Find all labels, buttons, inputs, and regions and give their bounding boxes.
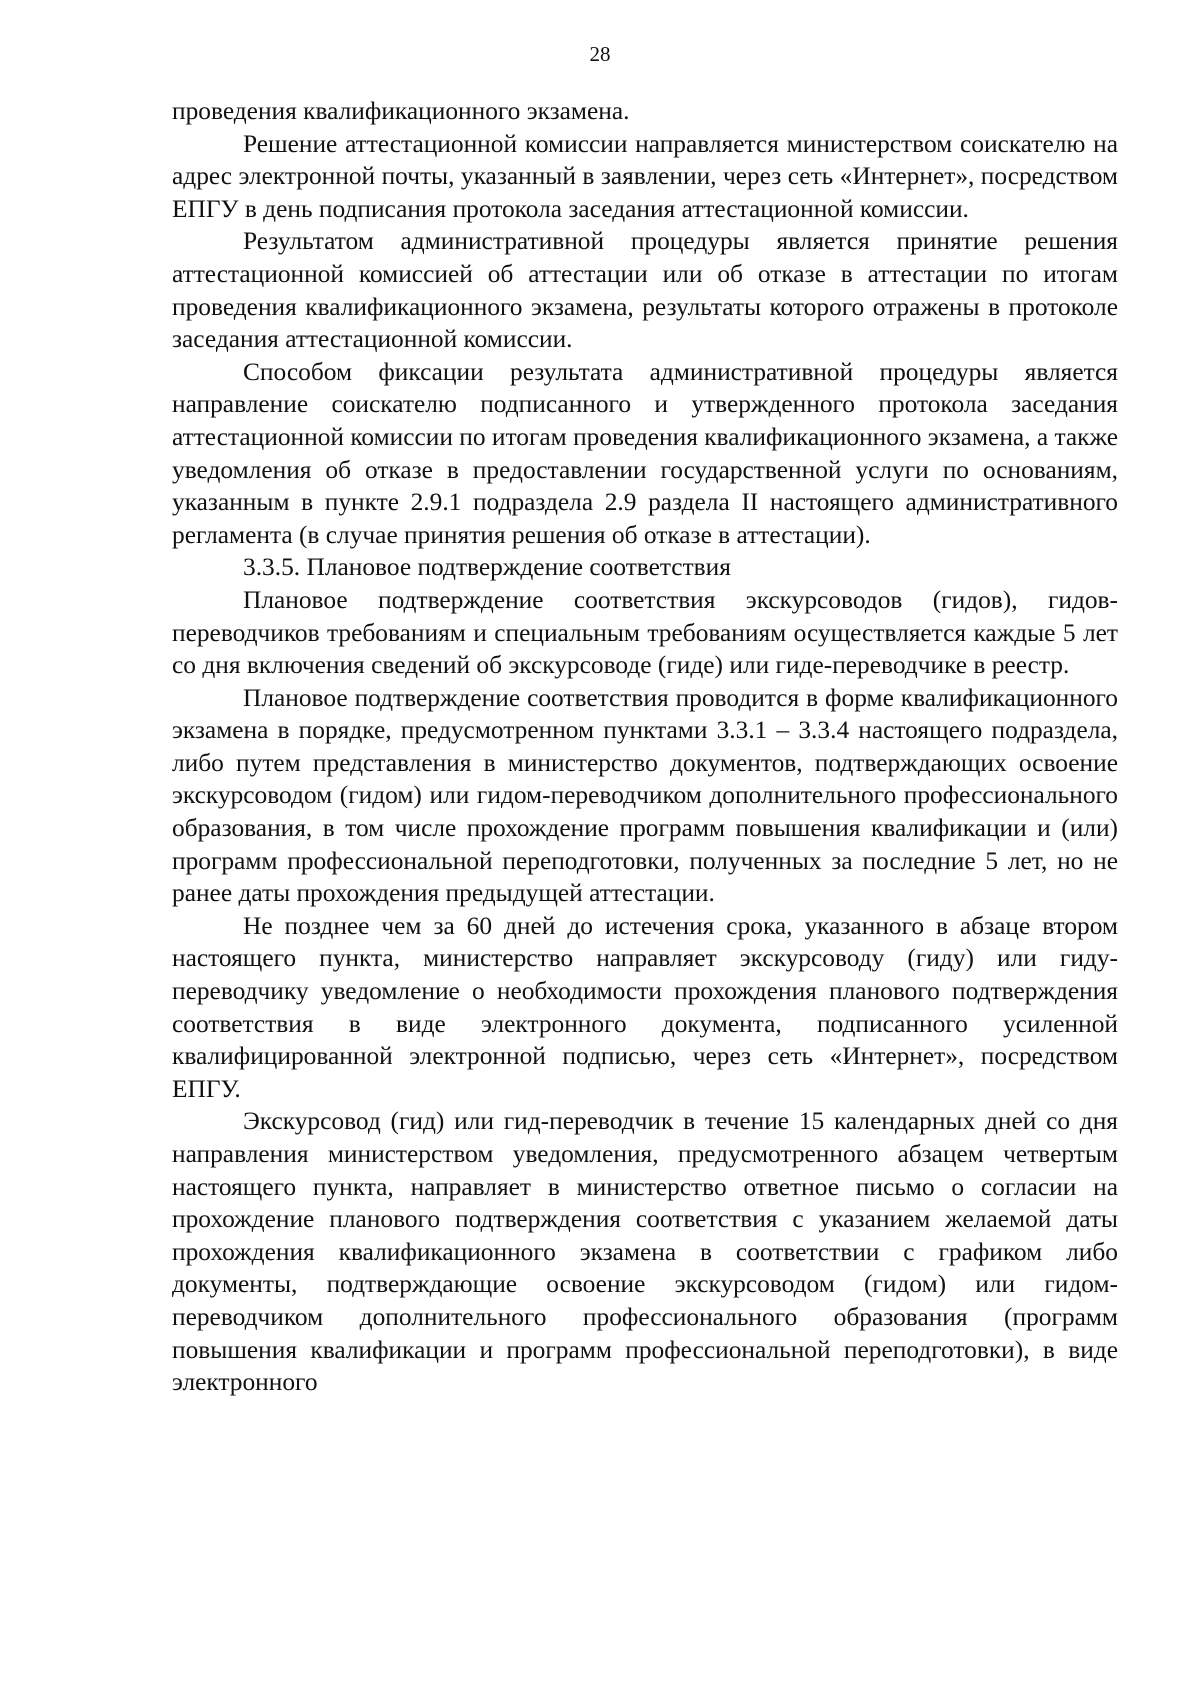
paragraph-planned-confirmation: Плановое подтверждение соответствия экскурсоводов (гидов), гидов-переводчиков требованиям и специальным требованиям осуществляется каждые 5 лет со дня включения сведений об экскурсоводе (гиде) или гиде-переводчике в реестр. [172,585,1118,680]
paragraph-result-recording: Способом фиксации результата административной процедуры является направление соискателю подписанного и утвержденного протокола заседания аттестационной комиссии по итогам проведения квалификационного экзамена, а также уведомления об отказе в предоставлении государственной услуги по основаниям, указанным в пункте 2.9.1 подраздела 2.9 раздела II настоящего административного регламента (в случае принятия решения об отказе в аттестации). [172,357,1118,549]
paragraph-procedure-result: Результатом административной процедуры является принятие решения аттестационной комиссией об аттестации или об отказе в аттестации по итогам проведения квалификационного экзамена, результаты которого отражены в протоколе заседания аттестационной комиссии. [172,227,1118,354]
page-number: 28 [589,42,611,66]
paragraph-guide-response: Экскурсовод (гид) или гид-переводчик в течение 15 календарных дней со дня направления министерством уведомления, предусмотренного абзацем четвертым настоящего пункта, направляет в министерство ответное письмо о согласии на прохождение планового подтверждения соответствия с указанием желаемой даты прохождения квалификационного экзамена в соответствии с графиком либо документы, подтверждающие освоение экскурсоводом (гидом) или гидом-переводчиком дополнительного профессионального образования (программ повышения квалификации и программ профессиональной переподготовки), в виде электронного [172,1107,1118,1397]
document-body [172,95,1118,1399]
paragraph-exam-continuation: проведения квалификационного экзамена. [172,97,630,125]
paragraph-notification-deadline: Не позднее чем за 60 дней до истечения срока, указанного в абзаце втором настоящего пункта, министерство направляет экскурсоводу (гиду) или гиду-переводчику уведомление о необходимости прохождения планового подтверждения соответствия в виде электронного документа, подписанного усиленной квалифицированной электронной подписью, через сеть «Интернет», посредством ЕПГУ. [172,911,1118,1103]
paragraph-commission-decision: Решение аттестационной комиссии направляется министерством соискателю на адрес электронной почты, указанный в заявлении, через сеть «Интернет», посредством ЕПГУ в день подписания протокола заседания аттестационной комиссии. [172,129,1118,223]
section-heading-3-3-5: 3.3.5. Плановое подтверждение соответствия [243,553,731,582]
paragraph-confirmation-form: Плановое подтверждение соответствия проводится в форме квалификационного экзамена в порядке, предусмотренном пунктами 3.3.1 – 3.3.4 настоящего подраздела, либо путем представления в министерство документов, подтверждающих освоение экскурсоводом (гидом) или гидом-переводчиком дополнительного профессионального образования, в том числе прохождение программ повышения квалификации и (или) программ профессиональной переподготовки, полученных за последние 5 лет, но не ранее даты прохождения предыдущей аттестации. [172,683,1118,908]
